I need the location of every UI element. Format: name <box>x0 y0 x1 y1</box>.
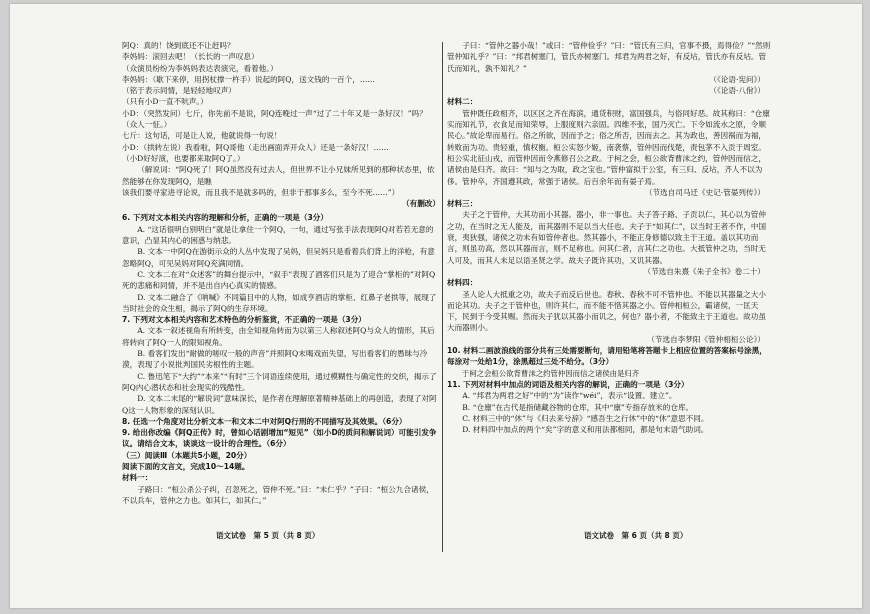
section-3-heading: （三）阅读Ⅲ（本题共5小题，20分） <box>122 450 252 460</box>
text-line: 小D：（突然发问）七斤，你先前不是说，阿Q连晚过一声“过了二十年又是一条好汉！”吗？ <box>122 108 427 118</box>
punctuation-line: 于柯之会桓公欲背曹沫之约管仲因而信之诸侯由是归齐 <box>461 368 640 378</box>
text-line: 李妈妈：滚回去吧！（长长的一声叹息） <box>122 52 259 62</box>
option-a: A. “这话很明白别明白”就是让拿住一个阿Q，一句，通过写张手法表现阿Q对若若无意的意识，凸显其内心的困惑与纳悲。 <box>122 224 434 246</box>
source-note: （节选自李梦阳《管仲相桓公论》） <box>647 334 765 344</box>
question-8: 8. 任选一个角度对比分析文本一和文本二中对阿Q行刑的不同描写及其效果。（6分） <box>122 416 407 426</box>
option-d: D. 文本二融合了《呐喊》不同篇目中的人物，如成亨酒店的掌柜、红鼻子老拱等，展现了当时社会的众生相，揭示了阿Q的生存环境。 <box>122 292 437 313</box>
text-line: 七斤：这句话，可是让人说，他就说得一句说！ <box>122 131 282 141</box>
source-note: （《论语·八佾》） <box>709 86 765 96</box>
material-4-title: 材料四： <box>447 278 478 288</box>
text-line: 李妈妈：（歇下来停，用拐杖撑一杵手）说起的阿Q，送文钱的一百个，…… <box>122 74 376 84</box>
source-note: （《论语·宪问》） <box>709 74 765 84</box>
option-d: D. 材料四中加点的两个“矣”字的意义和用法都相同，都是句末语气助词。 <box>462 425 709 435</box>
column-divider <box>442 42 443 552</box>
text-line: （众演员纷纷为李妈妈表达表演完，看着他。） <box>122 63 278 73</box>
exam-sheet <box>10 4 862 608</box>
option-c: C. 鲁迅笔下“大约”“本来”“有时”三个词语连续使用，通过模糊性与确定性的交织，揭示了阿Q内心潜状态和社会现实的残酷性。 <box>122 371 437 392</box>
option-a: A. “邦君为两君之好”中的“为”读作“wéi”，表示“设置、建立”。 <box>462 391 677 401</box>
source-note: （有删改） <box>402 199 440 209</box>
page-footer-left: 语文试卷 第 5 页（共 8 页） <box>216 531 320 540</box>
question-11: 11. 下列对材料中加点的词语及相关内容的解说，正确的一项是（3分） <box>447 379 689 389</box>
option-b: B. 文本一中阿Q在游街示众的人丛中发现了吴妈，但吴妈只是看着兵们背上的洋枪，有意忽略阿Q，可见吴妈对阿Q充满同情。 <box>122 247 435 268</box>
option-a: A. 文本一叙述视角有所转变，由全知视角转而为以第三人称叙述阿Q与众人的情形，其后将转向了阿Q一人的限知视角。 <box>122 326 435 347</box>
text-line: 该我们要寻家进寻论说，而且我不是就多吗的，但非于那事多么，至今不死……”） <box>122 187 400 197</box>
material-2-title: 材料二： <box>447 97 478 107</box>
text-line: 阿Q：真的！饶到底还不让赶吗？ <box>122 41 235 50</box>
option-c: C. 文本二在对“众述客”的舞台提示中，“叙手”表现了酒客们只是为了迎合“掌柜的”对阿Q死的悲痛和同情，并不是出自内心真实的情感。 <box>122 269 436 291</box>
material-1-continued: 子曰：“管仲之器小哉！”或曰：“管仲俭乎？”曰：“管氏有三归，官事不摄，焉得俭？”“然则管仲知礼乎？”曰：“邦君树塞门，管氏亦树塞门。邦君为两君之好，有反坫，管氏亦有反坫。管氏而知礼，孰不知礼？” <box>447 41 771 73</box>
option-b: B. 看客们发出“耐做的嗟叹一般的声音”并照阿Q末喝戏而失望，写出看客们的愚昧与冷漠，表现了小说批判国民劣根性的主题。 <box>122 349 428 370</box>
option-c: C. 材料三中的“休”与《归去来兮辞》“感吾生之行休”中的“休”意思不同。 <box>462 413 709 423</box>
section-3-instruction: 阅读下面的文言文，完成10～14题。 <box>122 461 250 471</box>
material-1-text: 子路曰：“桓公杀公子纠，召忽死之，管仲不死。”曰：“未仁乎？”子曰：“桓公九合诸侯，不以兵车，管仲之力也。如其仁，如其仁。” <box>122 484 434 505</box>
question-6: 6. 下列对文本相关内容的理解和分析，正确的一项是（3分） <box>122 213 328 223</box>
left-column <box>122 40 440 540</box>
material-4-text: 圣人论人大抵重之功，故夫子而反后世也。春秋、春秋不可不管仲也。不能以其器量之大小而论其功。夫子之于管仲也，则许其仁，而不能不惜其器之小。管仲相桓公，霸诸侯，一匡天下，民到于今受其赐。然而夫子犹以其器小而讥之，何也？器小者，不能致主于王道也。故功虽大而器则小。 <box>447 289 766 333</box>
right-column <box>447 40 773 540</box>
material-3-text: 夫子之于管仲，大其功而小其器。器小，非一事也。夫子答子路、子贡以仁，其心以为管仲之功，在当时之无人能及，而其器则不足以当大任也。夫子于“如其仁”，以当时王者不作，中国衰，夷狄强，诸侯之功未有如管仲者也。然其器小，不能正身修德以致主于王道。盖以其功而言，则虽功高，然以其器而言，则不足称也。问其仁者，言其仁之功也。大抵管仲之功，当时无人可及，而其人未足以语圣贤之学。故夫子既许其功，又讥其器。 <box>447 210 767 265</box>
source-note: （节选自司马迁《史记·管晏列传》） <box>644 187 765 197</box>
material-2-text: 管仲既任政相齐，以区区之齐在海滨，通货积财，富国强兵，与俗同好恶。故其称曰：“仓廪实而知礼节，衣食足而知荣辱，上服度则六亲固。四维不张，国乃灭亡。下令如流水之原，令顺民心。”故论卑而易行。俗之所欲，因而予之；俗之所否，因而去之。其为政也，善因祸而为福，转败而为功。贵轻重，慎权衡。桓公实怒少姬，南袭蔡，管仲因而伐楚，责包茅不入贡于周室。桓公实北征山戎，而管仲因而令燕修召公之政。于柯之会，桓公欲背曹沫之约，管仲因而信之，诸侯由是归齐。故曰：“知与之为取，政之宝也。”管仲富拟于公室，有三归、反坫，齐人不以为侈。管仲卒，齐国遵其政，常强于诸侯。后百余年而有晏子焉。 <box>447 108 770 186</box>
material-3-title: 材料三： <box>447 199 478 209</box>
text-line: （铭于表示同情，是轻轻地叹声） <box>122 86 236 96</box>
question-10: 10. 材料二画波浪线的部分共有三处需要断句，请用铅笔将答题卡上相应位置的答案标号涂黑，每涂对一处给1分，涂黑超过三处不给分。（3分） <box>447 346 767 367</box>
option-b: B. “仓廪”在古代是指储藏谷物的仓库，其中“廪”专指存放米的仓库。 <box>462 402 694 412</box>
text-line: （解说词：“阿Q死了！阿Q虽然没有过去人，但世界不让小兄妹所见到的那种状态里，依然能够在你发现阿Q，是瞧 <box>122 165 435 186</box>
question-9: 9. 给出你改编《阿Q正传》时，曾如心话剧增加“短见”（如小D的质问和解说词）可能引发争议。请结合文本，谈谈这一设计的合理性。（6分） <box>122 428 437 449</box>
text-line: （众人一怔。） <box>122 120 172 130</box>
source-note: （节选自朱熹《朱子全书》卷二十） <box>643 266 765 276</box>
option-d: D. 文本二末尾的“解说词”意味深长，是作者在理解原著精神基础上的再创造，表现了对阿Q这一人物形象的深刻认识。 <box>122 394 437 415</box>
text-line: （只有小D一直不吭声。） <box>122 97 208 107</box>
page-footer-right: 语文试卷 第 6 页（共 8 页） <box>584 531 688 540</box>
material-1-title: 材料一： <box>122 473 153 483</box>
text-line: （小D好好演，也要都来取阿Q了。） <box>122 153 245 163</box>
question-7: 7. 下列对文本相关内容和艺术特色的分析鉴赏，不正确的一项是（3分） <box>122 315 366 325</box>
text-line: 小D：（拱转左说）我看啦，阿Q哥他（走出画面弄开众人）还是一条好汉！…… <box>122 142 389 152</box>
